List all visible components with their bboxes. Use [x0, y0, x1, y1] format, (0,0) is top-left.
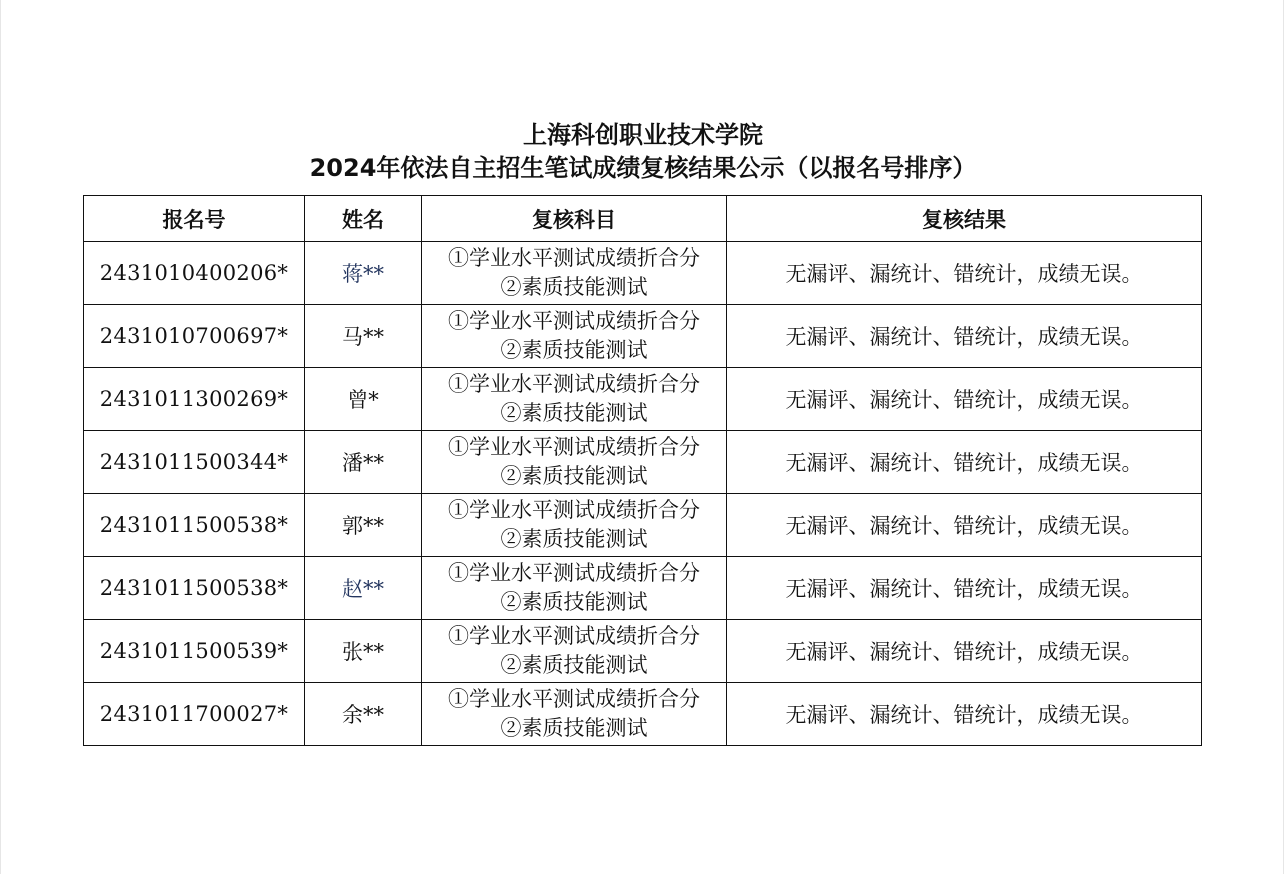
subjects-cell [422, 683, 727, 746]
subject-1: ①学业水平测试成绩折合分 [448, 246, 700, 270]
result-cell: 无漏评、漏统计、错统计，成绩无误。 [727, 494, 1202, 557]
reg-no-cell: 2431011500539* [84, 620, 305, 683]
table-row [84, 431, 1202, 494]
subjects-cell [422, 431, 727, 494]
subject-1: ①学业水平测试成绩折合分 [448, 498, 700, 522]
subject-1: ①学业水平测试成绩折合分 [448, 435, 700, 459]
subjects-cell [422, 620, 727, 683]
header-name: 姓名 [305, 196, 422, 242]
result-cell: 无漏评、漏统计、错统计，成绩无误。 [727, 683, 1202, 746]
name-cell: 马** [305, 305, 422, 368]
table-row [84, 620, 1202, 683]
reg-no-cell: 2431011700027* [84, 683, 305, 746]
result-cell: 无漏评、漏统计、错统计，成绩无误。 [727, 620, 1202, 683]
subject-1: ①学业水平测试成绩折合分 [448, 309, 700, 333]
reg-no-cell: 2431011300269* [84, 368, 305, 431]
name-cell: 余** [305, 683, 422, 746]
table-row [84, 242, 1202, 305]
result-cell: 无漏评、漏统计、错统计，成绩无误。 [727, 305, 1202, 368]
document-subtitle: 2024年依法自主招生笔试成绩复核结果公示（以报名号排序） [309, 154, 977, 182]
table-row [84, 368, 1202, 431]
reg-no-cell: 2431010700697* [84, 305, 305, 368]
result-cell: 无漏评、漏统计、错统计，成绩无误。 [727, 368, 1202, 431]
subjects-cell [422, 305, 727, 368]
name-cell: 潘** [305, 431, 422, 494]
subject-2: ②素质技能测试 [500, 401, 648, 425]
table-row [84, 683, 1202, 746]
subjects-cell [422, 557, 727, 620]
reg-no-cell: 2431010400206* [84, 242, 305, 305]
name-cell: 郭** [305, 494, 422, 557]
subject-2: ②素质技能测试 [500, 653, 648, 677]
header-reg-no: 报名号 [84, 196, 305, 242]
subject-1: ①学业水平测试成绩折合分 [448, 561, 700, 585]
subjects-cell [422, 494, 727, 557]
result-cell: 无漏评、漏统计、错统计，成绩无误。 [727, 242, 1202, 305]
reg-no-cell: 2431011500538* [84, 557, 305, 620]
subject-2: ②素质技能测试 [500, 527, 648, 551]
table-row [84, 557, 1202, 620]
name-cell: 曾* [305, 368, 422, 431]
header-result: 复核结果 [727, 196, 1202, 242]
subject-2: ②素质技能测试 [500, 275, 648, 299]
subjects-cell [422, 368, 727, 431]
document-title: 上海科创职业技术学院 [523, 121, 763, 149]
name-cell: 赵** [305, 557, 422, 620]
subject-2: ②素质技能测试 [500, 338, 648, 362]
result-cell: 无漏评、漏统计、错统计，成绩无误。 [727, 557, 1202, 620]
results-table [83, 195, 1202, 746]
table-row [84, 305, 1202, 368]
result-cell: 无漏评、漏统计、错统计，成绩无误。 [727, 431, 1202, 494]
name-cell: 蒋** [305, 242, 422, 305]
subject-1: ①学业水平测试成绩折合分 [448, 687, 700, 711]
table-header-row [84, 196, 1202, 242]
subject-1: ①学业水平测试成绩折合分 [448, 624, 700, 648]
subject-2: ②素质技能测试 [500, 716, 648, 740]
name-cell: 张** [305, 620, 422, 683]
table-row [84, 494, 1202, 557]
subject-1: ①学业水平测试成绩折合分 [448, 372, 700, 396]
header-subjects: 复核科目 [422, 196, 727, 242]
reg-no-cell: 2431011500538* [84, 494, 305, 557]
reg-no-cell: 2431011500344* [84, 431, 305, 494]
subjects-cell [422, 242, 727, 305]
subject-2: ②素质技能测试 [500, 464, 648, 488]
subject-2: ②素质技能测试 [500, 590, 648, 614]
